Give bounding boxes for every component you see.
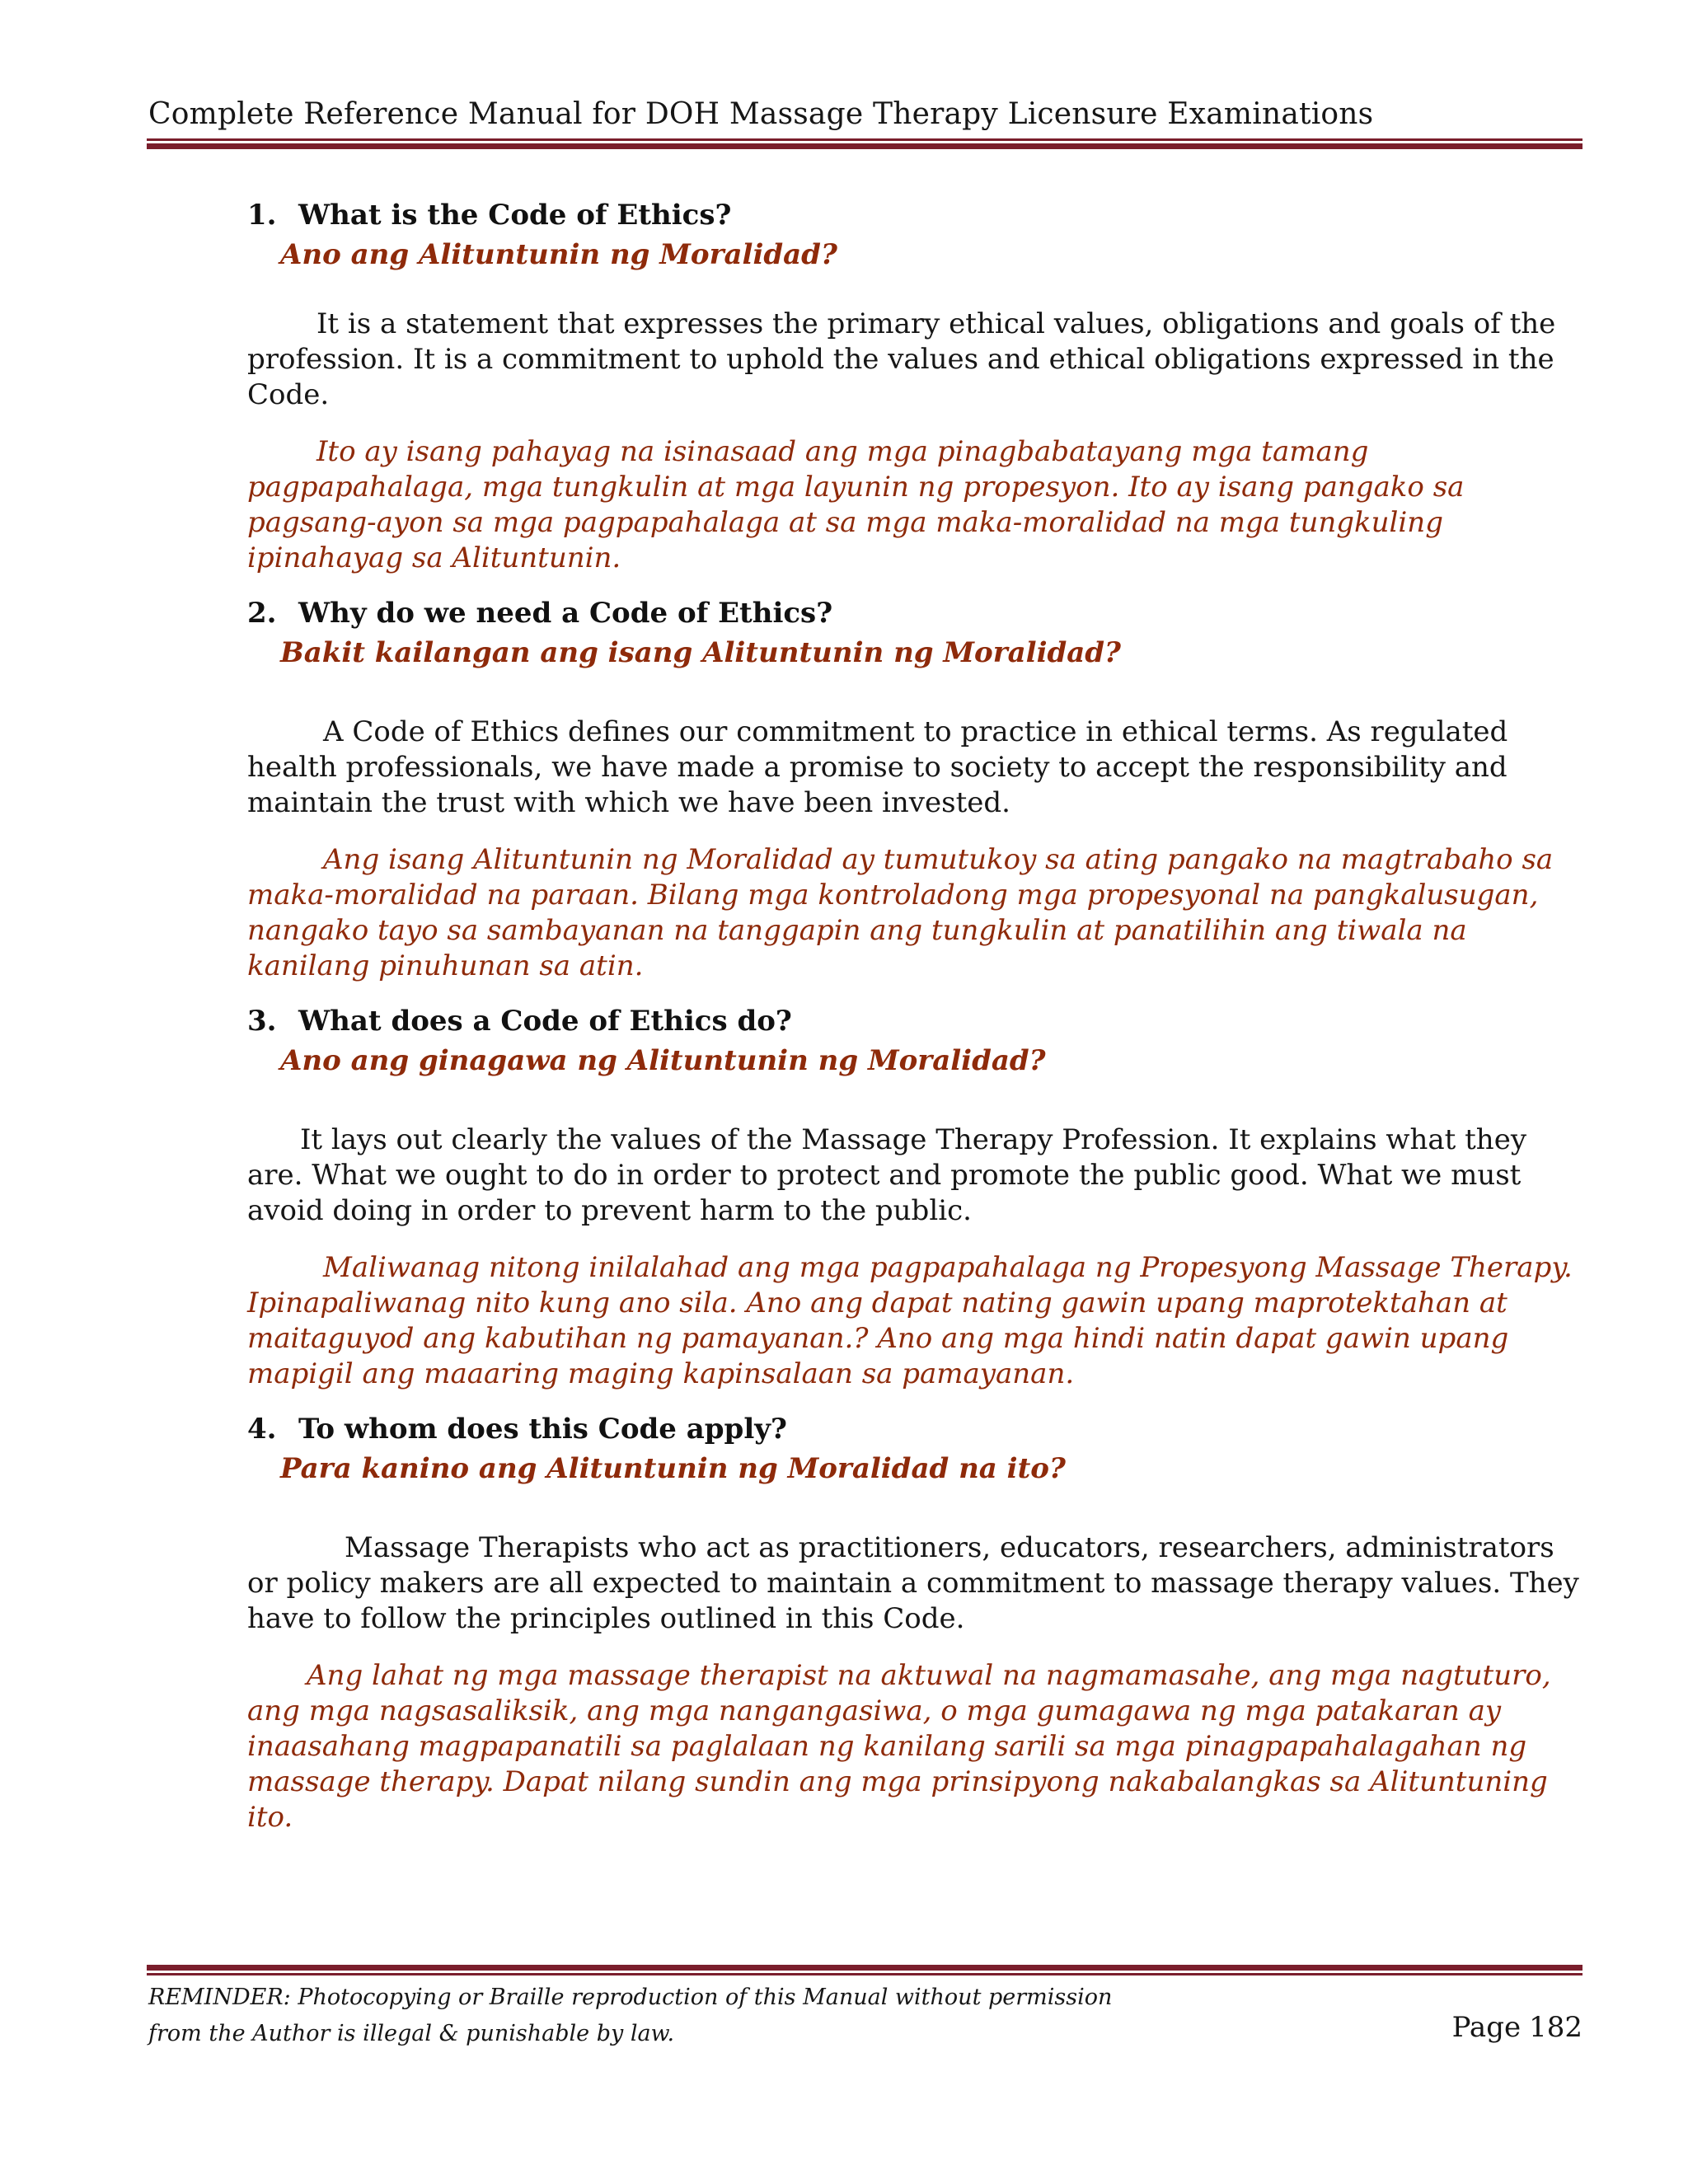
- section-3: [247, 1002, 1582, 1392]
- answer-en: A Code of Ethics defines our commitment to practice in ethical terms. As regulated health professionals, we have made a promise to society to accept the responsibility and maintain the trust with which we have been invested.: [247, 715, 1508, 819]
- question-number: 3.: [247, 1005, 277, 1038]
- question-tl: Bakit kailangan ang isang Alituntunin ng Moralidad?: [280, 636, 1121, 669]
- question-en: [247, 196, 1582, 234]
- question-text: What does a Code of Ethics do?: [298, 1005, 792, 1038]
- question-tl: Para kanino ang Alituntunin ng Moralidad na ito?: [280, 1452, 1066, 1485]
- page-label: Page: [1451, 2011, 1522, 2044]
- answer-en: It lays out clearly the values of the Massage Therapy Profession. It explains what they are. What we ought to do in order to protect and promote the public good. What we must avoid doing in order to prevent harm to the public.: [247, 1123, 1527, 1227]
- question-en: [247, 1002, 1582, 1040]
- reminder-line-1: REMINDER: Photocopying or Braille reproduction of this Manual without permission: [148, 1985, 1113, 2010]
- answer-en: Massage Therapists who act as practitioners, educators, researchers, administrators or policy makers are all expected to maintain a commitment to massage therapy values. They have to follow the principles outlined in this Code.: [247, 1531, 1579, 1635]
- question-number: 1.: [247, 199, 277, 232]
- answer-en: It is a statement that expresses the primary ethical values, obligations and goals of the profession. It is a commitment to uphold the values and ethical obligations expressed in the Code.: [247, 307, 1556, 411]
- reminder-line-2: from the Author is illegal & punishable by law.: [148, 2021, 675, 2046]
- page-header-title: Complete Reference Manual for DOH Massage Therapy Licensure Examinations: [148, 97, 1374, 131]
- answer-tl: Ito ay isang pahayag na isinasaad ang mga pinagbabatayang mga tamang pagpapahalaga, mga tungkulin at mga layunin ng propesyon. Ito ay isang pangako sa pagsang-ayon sa mga pagpapahalaga at sa mga maka-moralidad na mga tungkuling ipinahayag sa Alituntunin.: [247, 435, 1465, 574]
- footer-reminder: [148, 1980, 1220, 2052]
- page-content: [247, 196, 1582, 1835]
- footer-rule-top: [147, 1965, 1582, 1971]
- page-number: [1444, 2011, 1582, 2044]
- question-tl: Ano ang ginagawa ng Alituntunin ng Moralidad?: [280, 1044, 1046, 1077]
- section-1: [247, 196, 1582, 576]
- header-rule-bottom: [147, 143, 1582, 149]
- question-en: [247, 1410, 1582, 1448]
- section-4: [247, 1410, 1582, 1835]
- question-text: What is the Code of Ethics?: [298, 199, 732, 232]
- question-number: 4.: [247, 1413, 277, 1446]
- footer-rule-bottom: [147, 1973, 1582, 1975]
- header-rule-top: [147, 138, 1582, 141]
- question-text: To whom does this Code apply?: [298, 1413, 787, 1446]
- answer-tl: Ang lahat ng mga massage therapist na aktuwal na nagmamasahe, ang mga nagtuturo, ang mga nagsasaliksik, ang mga nangangasiwa, o mga gumagawa ng mga patakaran ay inaasahang magpapanatili sa paglalaan ng kanilang sarili sa mga pinagpapahalagahan ng massage therapy. Dapat nilang sundin ang mga prinsipyong nakabalangkas sa Alituntuning ito.: [247, 1659, 1551, 1834]
- question-text: Why do we need a Code of Ethics?: [298, 597, 833, 630]
- question-number: 2.: [247, 597, 277, 630]
- page-number-value: 182: [1529, 2011, 1582, 2044]
- answer-tl: Ang isang Alituntunin ng Moralidad ay tumutukoy sa ating pangako na magtrabaho sa maka-moralidad na paraan. Bilang mga kontroladong mga propesyonal na pangkalusugan, nangako tayo sa sambayanan na tanggapin ang tungkulin at panatilihin ang tiwala na kanilang pinuhunan sa atin.: [247, 843, 1554, 982]
- question-tl: Ano ang Alituntunin ng Moralidad?: [280, 238, 837, 271]
- answer-tl: Maliwanag nitong inilalahad ang mga pagpapahalaga ng Propesyong Massage Therapy. Ipinapaliwanag nito kung ano sila. Ano ang dapat nating gawin upang maprotektahan at maitaguyod ang kabutihan ng pamayanan.? Ano ang mga hindi natin dapat gawin upang mapigil ang maaaring maging kapinsalaan sa pamayanan.: [247, 1251, 1573, 1390]
- question-en: [247, 594, 1582, 632]
- section-2: [247, 594, 1582, 984]
